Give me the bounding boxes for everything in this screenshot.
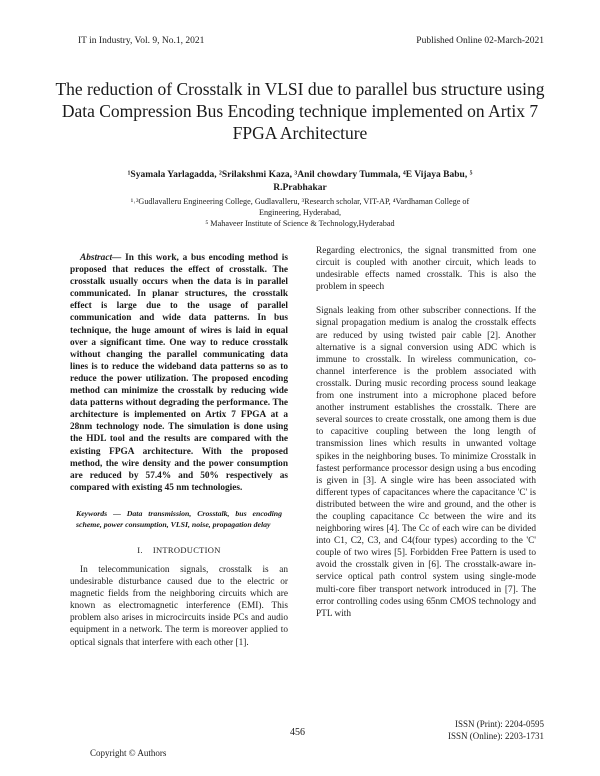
section-number: I.	[137, 544, 143, 555]
right-column	[316, 245, 536, 620]
section-title: INTRODUCTION	[152, 544, 221, 555]
abstract-text: In this work, a bus encoding method is proposed that reduces the effect of crosstalk. The crosstalk usually occurs when the data is in parallel communicated. In planar structures, the crosstalk effect is large due to the usage of parallel communication and wide data patterns. In bus technique, the huge amount of wires is laid in equal over a significant time. One way to reduce crosstalk without changing the parallel communicating data lines is to reduce the wideband data patterns so as to reduce the power utilization. The proposed encoding method can minimize the crosstalk by reducing wide data patterns without degrading the performance. The architecture is implemented on Artix 7 FPGA at a 28nm technology node. The simulation is done using the HDL tool and the results are compared with the existing FPGA architecture. With the proposed method, the wire density and the power consumption are reduced by 57.4% and 50% respectively as compared with existing 45 nm technologies.	[70, 253, 288, 493]
affiliation-line-3: ⁵ Mahaveer Institute of Science & Technology,Hyderabad	[205, 219, 395, 228]
left-column	[70, 252, 288, 649]
paper-title	[40, 78, 560, 144]
page-number: 456	[290, 727, 305, 738]
issn-online: ISSN (Online): 2203-1731	[448, 731, 544, 741]
author-list	[70, 169, 530, 195]
abstract	[70, 252, 288, 494]
published-date: Published Online 02-March-2021	[416, 36, 544, 46]
affiliation-line-2: Engineering, Hyderabad,	[258, 208, 342, 217]
authors-line-1: ¹Syamala Yarlagadda, ²Srilakshmi Kaza, ³Anil chowdary Tummala, ⁴E Vijaya Babu, ⁵	[127, 170, 473, 180]
affiliations	[70, 196, 530, 229]
section-heading	[70, 544, 288, 556]
body-paragraph-2: Signals leaking from other subscriber connections. If the signal propagation medium is analog the crosstalk effects are reduced by using twisted pair cable [2]. Another alternative is a signal conversion using ADC which is immune to crosstalk. In wireless communication, co-channel interference is the problem associated with crosstalk. During music recording process sound leakage from one instrument into a microphone placed before another instrument establishes the crosstalk. There are several sources to create crosstalk, one among them is due to capacitive coupling between the long length of transmission lines which results in unwanted voltage spikes in the neighboring buses. To minimize Crosstalk in fastest performance processor design using a bus encoding is given in [3]. A single wire has been associated with different types of capacitances where the capacitance 'C' is distributed between the wire and ground, and the other is the coupling capacitance Cc between the wire and its neighboring wires [4]. The Cc of each wire can be divided into C1, C2, C3, and C4(four types) according to the 'C' couple of two wires [5]. Forbidden Free Pattern is used to avoid the crosstalk given in [6]. The crosstalk-aware in-service optical path control system using single-mode multi-core fiber transport network introduced in [7]. The error controlling codes using 65nm CMOS technology and PTL with	[316, 306, 536, 619]
body-paragraph-1: Regarding electronics, the signal transmitted from one circuit is coupled with another circuit, which leads to undesirable effects named crosstalk. This is also the problem in speech	[316, 246, 536, 293]
copyright: Copyright © Authors	[90, 748, 167, 758]
issn-print: ISSN (Print): 2204-0595	[454, 719, 544, 729]
intro-paragraph: In telecommunication signals, crosstalk is an undesirable disturbance caused due to the electric or magnetic fields from the neighboring circuits which are known as electromagnetic interference (EMI). This problem also arises in microcircuits inside PCs and audio equipment in a network. The term is moreover applied to optical signals that interfere with each other [1].	[70, 564, 288, 648]
journal-header: IT in Industry, Vol. 9, No.1, 2021	[78, 36, 205, 46]
abstract-label: Abstract—	[80, 253, 122, 263]
keywords: Keywords — Data transmission, Crosstalk, bus encoding scheme, power consumption, VLSI, noise, propagation delay	[76, 508, 282, 529]
title-lead: The reduction of	[55, 79, 173, 99]
affiliation-line-1: ¹˒²Gudlavalleru Engineering College, Gudlavalleru, ³Research scholar, VIT-AP, ⁴Vardhaman College of	[130, 197, 470, 206]
title-rest: Crosstalk in VLSI due to parallel bus structure using Data Compression Bus Encoding technique implemented on Artix 7 FPGA Architecture	[61, 79, 545, 143]
authors-line-2: R.Prabhakar	[273, 183, 327, 193]
